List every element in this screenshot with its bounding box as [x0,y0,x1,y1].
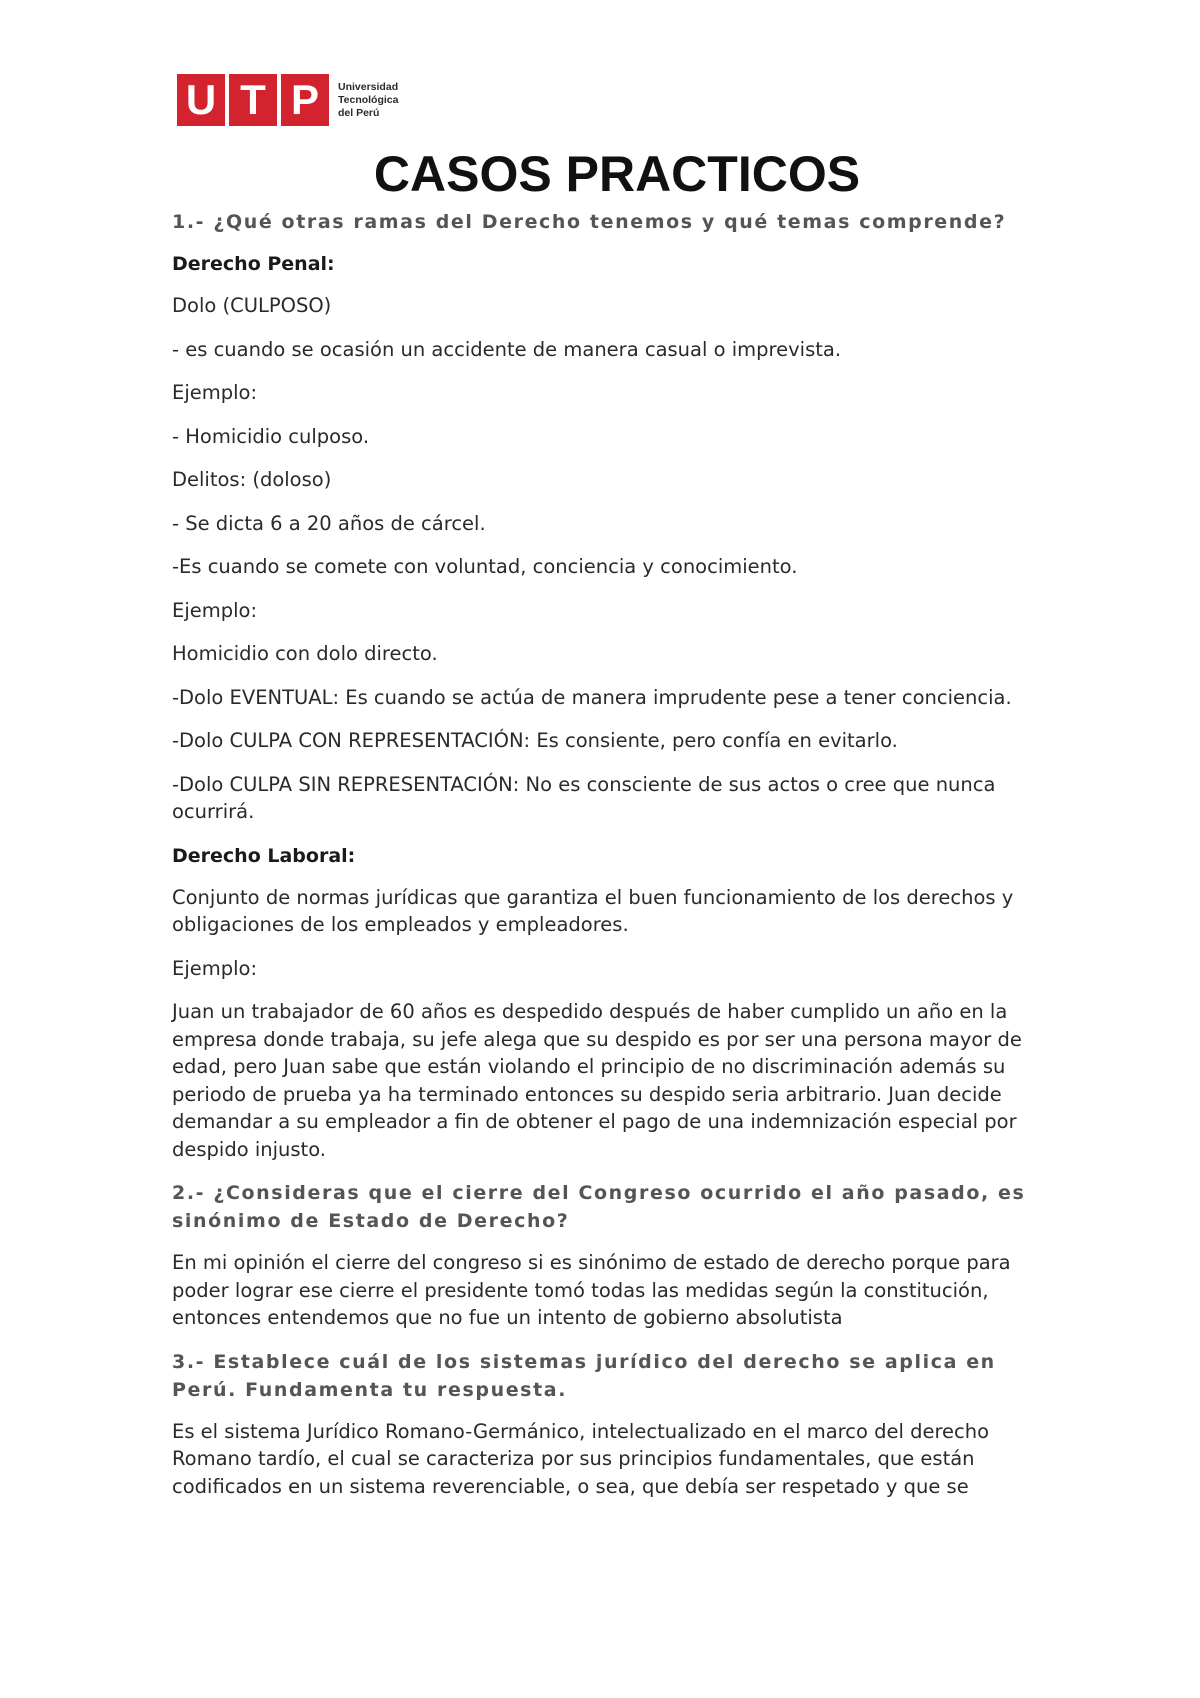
document-body [172,140,1042,1516]
laboral-example: Juan un trabajador de 60 años es despedido después de haber cumplido un año en la empresa donde trabaja, su jefe alega que su despido es por ser una persona mayor de edad, pero Juan sabe que están violando el principio de no discriminación además su periodo de prueba ya ha terminado entonces su despido seria arbitrario. Juan decide demandar a su empleador a fin de obtener el pago de una indemnización especial por despido injusto. [172,1000,1022,1161]
logo-text-line: Universidad [338,80,399,93]
logo-university-name [338,81,398,120]
penal-line: - es cuando se ocasión un accidente de manera casual o imprevista. [172,337,842,361]
answer-3: Es el sistema Jurídico Romano-Germánico, intelectualizado en el marco del derecho Romano tardío, el cual se caracteriza por sus principios fundamentales, que están codificados en un sistema reverenciable, o sea, que debía ser respetado y que se [172,1419,990,1498]
question-2: 2.- ¿Consideras que el cierre del Congreso ocurrido el año pasado, es sinónimo de Estado de Derecho? [172,1182,1026,1232]
penal-line: -Es cuando se comete con voluntad, conciencia y conocimiento. [172,555,798,578]
laboral-definition: Conjunto de normas jurídicas que garantiza el buen funcionamiento de los derechos y obligaciones de los empleados y empleadores. [172,885,1014,936]
question-1: 1.- ¿Qué otras ramas del Derecho tenemos y qué temas comprende? [172,211,1007,233]
logo-text-line: Tecnológica [338,93,399,106]
penal-line: Ejemplo: [172,381,258,404]
section-heading-laboral: Derecho Laboral: [172,844,356,867]
penal-line: Dolo (CULPOSO) [172,294,332,317]
penal-line: - Homicidio culposo. [172,424,370,448]
penal-line: Homicidio con dolo directo. [172,642,438,665]
penal-line: Ejemplo: [172,598,258,622]
page-title: CASOS PRACTICOS [373,146,861,202]
penal-line: - Se dicta 6 a 20 años de cárcel. [172,511,486,535]
logo-letters [177,74,329,126]
logo-letter-p: P [281,74,329,126]
section-heading-penal: Derecho Penal: [172,253,335,275]
utp-logo [177,74,398,126]
laboral-example-label: Ejemplo: [172,956,258,980]
penal-line: Delitos: (doloso) [172,468,332,491]
answer-2: En mi opinión el cierre del congreso si es sinónimo de estado de derecho porque para poder lograr ese cierre el presidente tomó todas las medidas según la constitución, entonces entendemos que no fue un intento de gobierno absolutista [172,1251,1011,1329]
logo-text-line: del Perú [338,106,380,119]
logo-letter-u: U [177,74,225,126]
penal-line: -Dolo CULPA CON REPRESENTACIÓN: Es consiente, pero confía en evitarlo. [172,729,898,752]
logo-letter-t: T [229,74,277,126]
question-3: 3.- Establece cuál de los sistemas jurídico del derecho se aplica en Perú. Fundamenta tu respuesta. [172,1350,996,1401]
penal-line: -Dolo EVENTUAL: Es cuando se actúa de manera imprudente pese a tener conciencia. [172,685,1012,709]
penal-line: -Dolo CULPA SIN REPRESENTACIÓN: No es consciente de sus actos o cree que nunca ocurrirá. [172,772,996,823]
